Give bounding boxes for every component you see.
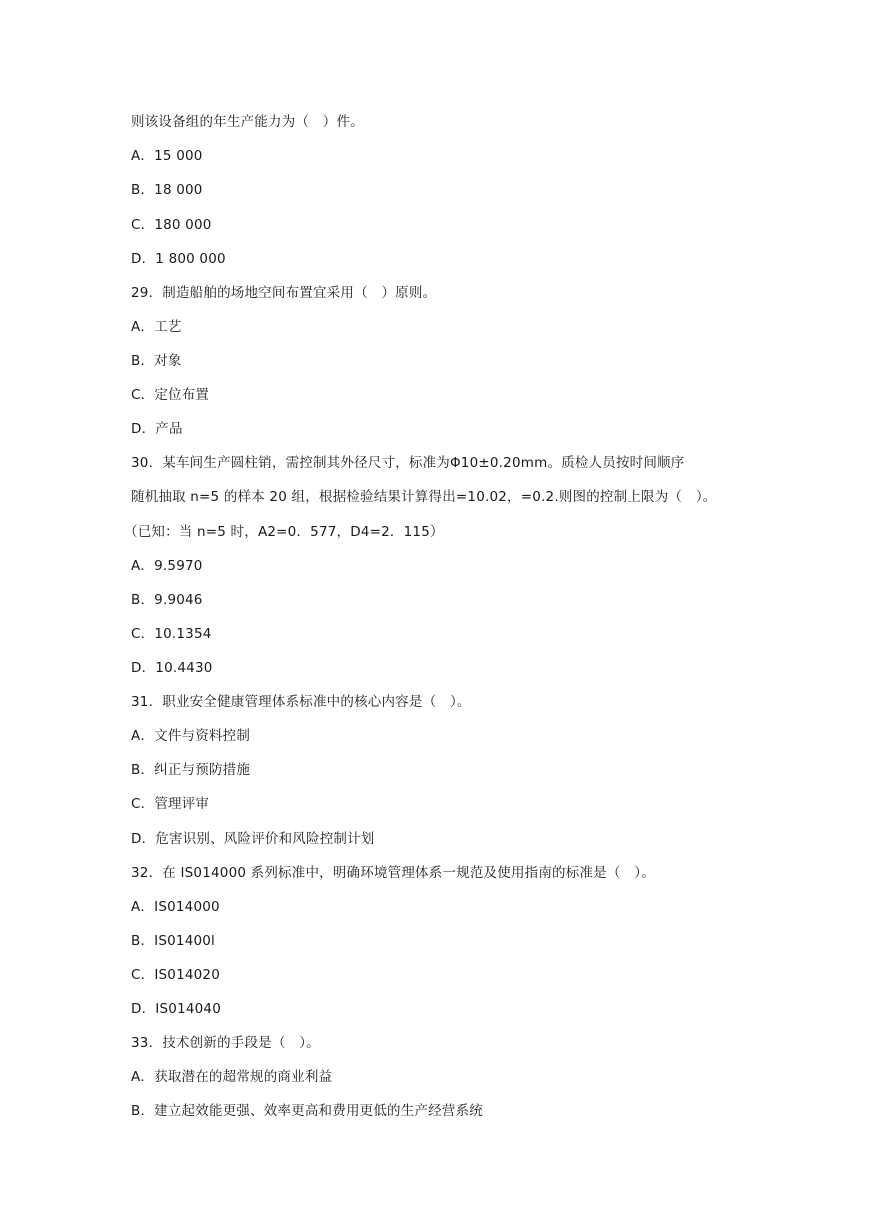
question-28-stem-continuation: 则该设备组的年生产能力为（ ）件。 [131, 114, 364, 130]
question-29-option-b: B．对象 [131, 353, 182, 369]
question-30-option-b: B．9.9046 [131, 592, 203, 608]
question-28-option-c: C．180 000 [131, 217, 212, 233]
question-30-stem-line-1: 30．某车间生产圆柱销，需控制其外径尺寸，标准为Φ10±0.20mm。质检人员按时间顺序 [131, 455, 685, 471]
question-32-stem: 32．在 IS014000 系列标准中，明确环境管理体系一规范及使用指南的标准是（ ）。 [131, 865, 655, 881]
question-29-stem: 29．制造船舶的场地空间布置宜采用（ ）原则。 [131, 285, 437, 301]
question-33-option-a: A．获取潜在的超常规的商业利益 [131, 1069, 333, 1085]
question-31-option-a: A．文件与资料控制 [131, 728, 251, 744]
question-28-option-b: B．18 000 [131, 182, 203, 198]
question-28-option-d: D．1 800 000 [131, 251, 226, 267]
question-32-option-d: D．IS014040 [131, 1001, 221, 1017]
question-30-stem-line-2: 随机抽取 n=5 的样本 20 组，根据检验结果计算得出=10.02，=0.2.则图的控制上限为（ ）。 [131, 489, 717, 505]
question-33-option-b: B．建立起效能更强、效率更高和费用更低的生产经营系统 [131, 1103, 483, 1119]
question-28-option-a: A．15 000 [131, 148, 203, 164]
question-31-option-b: B．纠正与预防措施 [131, 762, 251, 778]
question-32-option-a: A．IS014000 [131, 899, 220, 915]
question-32-option-b: B．IS01400l [131, 933, 216, 949]
question-31-option-c: C．管理评审 [131, 796, 210, 812]
question-33-stem: 33．技术创新的手段是（ ）。 [131, 1035, 320, 1051]
question-30-option-c: C．10.1354 [131, 626, 212, 642]
question-29-option-c: C．定位布置 [131, 387, 210, 403]
question-31-option-d: D．危害识别、风险评价和风险控制计划 [131, 831, 375, 847]
question-30-option-a: A．9.5970 [131, 558, 203, 574]
question-29-option-d: D．产品 [131, 421, 183, 437]
question-29-option-a: A．工艺 [131, 319, 182, 335]
question-31-stem: 31．职业安全健康管理体系标准中的核心内容是（ ）。 [131, 694, 471, 710]
question-32-option-c: C．IS014020 [131, 967, 221, 983]
question-30-option-d: D．10.4430 [131, 660, 213, 676]
question-30-given-note: （已知：当 n=5 时，A2=0．577，D4=2．115） [124, 524, 444, 540]
